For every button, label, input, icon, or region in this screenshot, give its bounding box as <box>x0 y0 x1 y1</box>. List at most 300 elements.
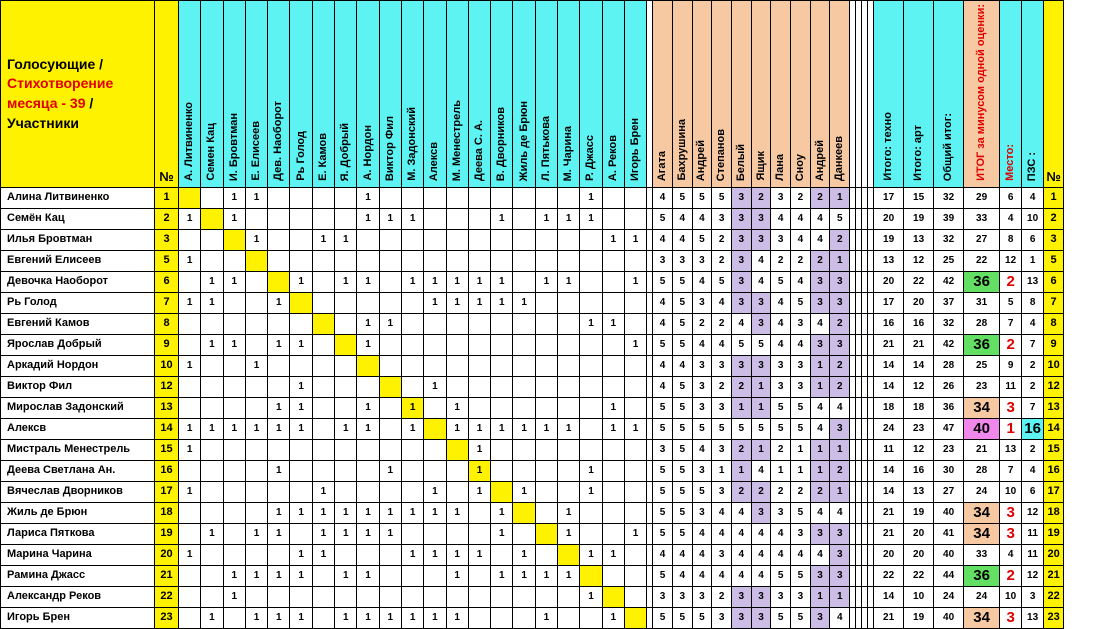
row-number: 14 <box>155 418 179 439</box>
place: 12 <box>1000 250 1022 271</box>
vote-cell <box>379 586 401 607</box>
vote-cell <box>491 376 513 397</box>
vote-cell <box>558 187 580 208</box>
vote-cell <box>535 502 557 523</box>
vote-cell: 1 <box>357 607 379 628</box>
art-total: 18 <box>904 397 934 418</box>
art-total: 20 <box>904 292 934 313</box>
judge-score: 2 <box>810 250 830 271</box>
judge-score: 2 <box>771 481 791 502</box>
vote-cell: 1 <box>268 397 290 418</box>
voter-header <box>379 1 401 188</box>
pzs-score: 10 <box>1022 208 1044 229</box>
vote-cell <box>379 334 401 355</box>
voter-header-label: Е. Елисеев <box>250 121 263 181</box>
vote-cell <box>446 523 468 544</box>
vote-cell: 1 <box>446 292 468 313</box>
judge-score: 3 <box>810 607 830 628</box>
judge-score: 2 <box>731 481 751 502</box>
vote-cell <box>401 439 423 460</box>
row-number-right: 17 <box>1044 481 1064 502</box>
techno-total: 17 <box>874 292 904 313</box>
vote-cell <box>201 439 223 460</box>
techno-total: 14 <box>874 460 904 481</box>
judge-score: 5 <box>672 439 692 460</box>
num-header-right: № <box>1044 1 1064 188</box>
judge-score: 3 <box>712 481 732 502</box>
judge-score: 3 <box>731 607 751 628</box>
vote-cell: 1 <box>223 187 245 208</box>
judge-score: 1 <box>731 397 751 418</box>
judge-score: 5 <box>672 502 692 523</box>
vote-cell <box>446 376 468 397</box>
grand-total: 47 <box>934 418 964 439</box>
voter-header <box>401 1 423 188</box>
judge-score: 2 <box>692 313 712 334</box>
row-number: 16 <box>155 460 179 481</box>
judge-score: 3 <box>692 250 712 271</box>
judge-score: 4 <box>712 334 732 355</box>
techno-total: 20 <box>874 271 904 292</box>
judge-score: 4 <box>712 523 732 544</box>
final-score: 27 <box>964 229 1000 250</box>
vote-cell <box>446 355 468 376</box>
voter-header-label: Виктор Фил <box>383 115 396 181</box>
judge-score: 4 <box>731 502 751 523</box>
vote-cell <box>245 481 267 502</box>
vote-cell <box>179 607 201 628</box>
judge-header <box>830 1 850 188</box>
judge-score: 5 <box>672 271 692 292</box>
judge-score: 5 <box>672 481 692 502</box>
voter-header-label: Рь Голод <box>294 131 307 181</box>
vote-cell <box>602 187 624 208</box>
judge-score: 3 <box>751 355 771 376</box>
vote-cell <box>379 355 401 376</box>
art-total: 22 <box>904 271 934 292</box>
vote-cell: 1 <box>290 376 312 397</box>
vote-cell <box>312 187 334 208</box>
vote-cell: 1 <box>491 565 513 586</box>
vote-cell <box>624 607 646 628</box>
vote-cell <box>513 187 535 208</box>
judge-score: 5 <box>672 334 692 355</box>
judge-score: 5 <box>653 481 673 502</box>
vote-cell <box>535 439 557 460</box>
summary-header-label: Итого: арт <box>912 125 925 181</box>
voter-header-label: Деева С. А. <box>473 119 485 181</box>
pzs-score: 6 <box>1022 481 1044 502</box>
voter-header-label: А. Реков <box>606 134 619 181</box>
pzs-score: 6 <box>1022 229 1044 250</box>
vote-cell: 1 <box>245 355 267 376</box>
judge-score: 5 <box>712 187 732 208</box>
vote-cell: 1 <box>357 208 379 229</box>
vote-cell <box>401 523 423 544</box>
voter-header <box>624 1 646 188</box>
vote-cell <box>357 544 379 565</box>
judge-header <box>672 1 692 188</box>
vote-cell: 1 <box>201 523 223 544</box>
vote-cell <box>290 439 312 460</box>
row-number-right: 7 <box>1044 292 1064 313</box>
vote-cell: 1 <box>312 523 334 544</box>
vote-cell <box>335 439 357 460</box>
judge-score: 3 <box>751 586 771 607</box>
vote-cell <box>223 607 245 628</box>
art-total: 13 <box>904 481 934 502</box>
vote-cell: 1 <box>468 439 490 460</box>
judge-score: 3 <box>771 187 791 208</box>
vote-cell: 1 <box>602 313 624 334</box>
vote-cell <box>201 250 223 271</box>
judge-score: 4 <box>771 313 791 334</box>
vote-cell <box>580 250 602 271</box>
vote-cell <box>558 544 580 565</box>
vote-cell: 1 <box>223 208 245 229</box>
vote-cell <box>602 565 624 586</box>
vote-cell: 1 <box>312 544 334 565</box>
vote-cell: 1 <box>290 544 312 565</box>
vote-cell: 1 <box>335 523 357 544</box>
vote-cell <box>401 334 423 355</box>
vote-cell <box>513 586 535 607</box>
vote-cell <box>446 208 468 229</box>
summary-header-label: ПЗС : <box>1026 151 1039 181</box>
judge-header-label: Степанов <box>715 128 728 181</box>
table-row <box>1 544 1064 565</box>
vote-cell <box>379 565 401 586</box>
summary-header <box>1022 1 1044 188</box>
pzs-score: 16 <box>1022 418 1044 439</box>
vote-cell <box>290 208 312 229</box>
judge-header-label: Лана <box>774 154 787 181</box>
final-score: 21 <box>964 439 1000 460</box>
judge-score: 1 <box>751 397 771 418</box>
techno-total: 14 <box>874 586 904 607</box>
vote-cell <box>201 229 223 250</box>
voter-header-label: Е. Камов <box>316 133 329 181</box>
vote-cell <box>201 187 223 208</box>
vote-cell <box>491 544 513 565</box>
pzs-score: 13 <box>1022 271 1044 292</box>
final-score: 24 <box>964 586 1000 607</box>
voter-header-label: Дев. Наоборот <box>272 101 285 181</box>
vote-cell <box>268 544 290 565</box>
vote-cell <box>201 355 223 376</box>
row-number: 5 <box>155 250 179 271</box>
participant-name: Илья Бровтман <box>1 229 155 250</box>
vote-cell <box>624 313 646 334</box>
vote-cell: 1 <box>335 418 357 439</box>
judge-score: 4 <box>731 313 751 334</box>
judge-score: 1 <box>810 460 830 481</box>
row-number: 9 <box>155 334 179 355</box>
vote-cell: 1 <box>535 271 557 292</box>
voter-header-label: И. Бровтман <box>227 112 240 181</box>
vote-cell: 1 <box>335 502 357 523</box>
vote-cell <box>535 313 557 334</box>
judge-score: 5 <box>672 460 692 481</box>
summary-header <box>934 1 964 188</box>
voter-header-label: Алексв <box>428 141 441 181</box>
judge-score: 2 <box>830 376 850 397</box>
vote-cell: 1 <box>245 565 267 586</box>
vote-cell: 1 <box>446 397 468 418</box>
row-number: 18 <box>155 502 179 523</box>
judge-header <box>791 1 811 188</box>
vote-cell <box>535 334 557 355</box>
judge-score: 4 <box>672 229 692 250</box>
final-score: 36 <box>964 271 1000 292</box>
vote-cell <box>312 397 334 418</box>
art-total: 20 <box>904 544 934 565</box>
vote-cell <box>558 481 580 502</box>
vote-cell <box>223 355 245 376</box>
vote-cell <box>223 439 245 460</box>
vote-cell <box>245 376 267 397</box>
vote-cell <box>468 187 490 208</box>
vote-cell <box>379 187 401 208</box>
judge-score: 3 <box>810 292 830 313</box>
vote-cell <box>624 481 646 502</box>
judge-score: 1 <box>810 586 830 607</box>
vote-cell: 1 <box>513 418 535 439</box>
vote-cell: 1 <box>201 334 223 355</box>
vote-cell: 1 <box>312 229 334 250</box>
judge-score: 4 <box>830 502 850 523</box>
judge-header-label: Сноу <box>793 153 806 181</box>
vote-cell <box>424 355 446 376</box>
vote-cell <box>624 544 646 565</box>
judge-score: 4 <box>712 565 732 586</box>
judge-score: 3 <box>791 523 811 544</box>
vote-cell: 1 <box>468 481 490 502</box>
row-number: 2 <box>155 208 179 229</box>
art-total: 19 <box>904 502 934 523</box>
vote-cell <box>179 460 201 481</box>
vote-cell <box>223 544 245 565</box>
vote-cell <box>245 313 267 334</box>
row-number: 13 <box>155 397 179 418</box>
judge-score: 5 <box>692 187 712 208</box>
art-total: 10 <box>904 586 934 607</box>
vote-cell: 1 <box>312 502 334 523</box>
vote-cell: 1 <box>379 208 401 229</box>
judge-score: 5 <box>791 607 811 628</box>
vote-cell <box>201 502 223 523</box>
vote-cell: 1 <box>179 481 201 502</box>
vote-cell: 1 <box>357 397 379 418</box>
vote-cell <box>401 355 423 376</box>
vote-cell <box>179 187 201 208</box>
judge-score: 3 <box>692 586 712 607</box>
judge-score: 4 <box>791 544 811 565</box>
vote-cell <box>491 481 513 502</box>
vote-cell <box>513 334 535 355</box>
vote-cell <box>535 586 557 607</box>
grand-total: 32 <box>934 229 964 250</box>
vote-cell: 1 <box>424 271 446 292</box>
grand-total: 40 <box>934 502 964 523</box>
judge-score: 5 <box>692 607 712 628</box>
judge-score: 4 <box>731 523 751 544</box>
vote-cell <box>468 355 490 376</box>
row-number-right: 23 <box>1044 607 1064 628</box>
vote-cell: 1 <box>580 460 602 481</box>
vote-cell: 1 <box>558 418 580 439</box>
judge-score: 2 <box>731 376 751 397</box>
judge-score: 3 <box>692 397 712 418</box>
row-number-right: 10 <box>1044 355 1064 376</box>
judge-score: 5 <box>653 523 673 544</box>
summary-header-label: Общий итог: <box>942 112 955 181</box>
vote-cell <box>335 313 357 334</box>
voter-header <box>513 1 535 188</box>
judge-score: 4 <box>810 418 830 439</box>
final-score: 36 <box>964 565 1000 586</box>
vote-cell <box>558 376 580 397</box>
vote-cell: 1 <box>558 523 580 544</box>
vote-cell <box>290 229 312 250</box>
vote-cell: 1 <box>424 292 446 313</box>
judge-score: 3 <box>771 502 791 523</box>
grand-total: 28 <box>934 355 964 376</box>
judge-score: 3 <box>771 376 791 397</box>
vote-cell: 1 <box>268 460 290 481</box>
vote-cell <box>268 481 290 502</box>
judge-score: 3 <box>653 439 673 460</box>
vote-cell <box>468 502 490 523</box>
judge-header <box>771 1 791 188</box>
pzs-score: 4 <box>1022 460 1044 481</box>
vote-cell <box>401 565 423 586</box>
vote-cell: 1 <box>446 607 468 628</box>
judge-score: 4 <box>692 271 712 292</box>
vote-cell <box>468 229 490 250</box>
vote-cell <box>424 250 446 271</box>
judge-score: 4 <box>830 397 850 418</box>
vote-cell <box>468 208 490 229</box>
table-row <box>1 523 1064 544</box>
judge-score: 3 <box>810 271 830 292</box>
vote-cell: 1 <box>290 334 312 355</box>
vote-cell <box>379 292 401 313</box>
table-row <box>1 397 1064 418</box>
vote-cell <box>401 229 423 250</box>
judge-score: 5 <box>771 271 791 292</box>
vote-cell <box>245 544 267 565</box>
vote-cell: 1 <box>401 397 423 418</box>
art-total: 16 <box>904 313 934 334</box>
judge-score: 1 <box>810 355 830 376</box>
judge-score: 3 <box>751 607 771 628</box>
place: 5 <box>1000 292 1022 313</box>
vote-cell <box>580 607 602 628</box>
vote-cell: 1 <box>357 523 379 544</box>
vote-cell <box>602 481 624 502</box>
judge-score: 5 <box>692 418 712 439</box>
voter-header <box>335 1 357 188</box>
judge-score: 2 <box>712 229 732 250</box>
vote-cell <box>312 439 334 460</box>
vote-cell <box>424 523 446 544</box>
vote-cell <box>446 460 468 481</box>
vote-cell: 1 <box>535 565 557 586</box>
participant-name: Жиль де Брюн <box>1 502 155 523</box>
judge-score: 3 <box>830 523 850 544</box>
vote-cell <box>580 397 602 418</box>
vote-cell <box>312 418 334 439</box>
vote-cell <box>602 271 624 292</box>
place: 3 <box>1000 523 1022 544</box>
techno-total: 18 <box>874 397 904 418</box>
vote-cell: 1 <box>446 544 468 565</box>
vote-cell <box>535 355 557 376</box>
judge-score: 3 <box>791 376 811 397</box>
vote-cell: 1 <box>491 523 513 544</box>
vote-cell <box>468 334 490 355</box>
vote-cell <box>558 439 580 460</box>
techno-total: 21 <box>874 334 904 355</box>
final-score: 40 <box>964 418 1000 439</box>
vote-cell <box>290 292 312 313</box>
vote-cell <box>223 397 245 418</box>
sheet-title <box>1 1 155 188</box>
judge-score: 3 <box>830 565 850 586</box>
vote-cell <box>491 439 513 460</box>
vote-cell <box>513 208 535 229</box>
pzs-score: 3 <box>1022 586 1044 607</box>
vote-cell <box>335 250 357 271</box>
vote-cell <box>312 313 334 334</box>
vote-cell <box>446 250 468 271</box>
judge-score: 4 <box>771 523 791 544</box>
place: 4 <box>1000 544 1022 565</box>
vote-cell: 1 <box>201 292 223 313</box>
vote-cell <box>602 460 624 481</box>
vote-cell: 1 <box>468 271 490 292</box>
row-number-right: 15 <box>1044 439 1064 460</box>
judge-score: 3 <box>712 355 732 376</box>
judge-header-label: Белый <box>734 143 747 181</box>
row-number-right: 6 <box>1044 271 1064 292</box>
vote-cell <box>580 355 602 376</box>
judge-header-label: Агата <box>656 150 669 181</box>
art-total: 12 <box>904 376 934 397</box>
pzs-score: 8 <box>1022 292 1044 313</box>
judge-score: 4 <box>810 208 830 229</box>
place: 10 <box>1000 586 1022 607</box>
vote-cell <box>268 586 290 607</box>
vote-cell <box>379 418 401 439</box>
row-number: 6 <box>155 271 179 292</box>
vote-cell: 1 <box>268 292 290 313</box>
judge-score: 4 <box>653 313 673 334</box>
judge-score: 4 <box>672 355 692 376</box>
judge-header-label: Андрей <box>695 139 708 181</box>
vote-cell <box>446 334 468 355</box>
vote-cell <box>223 481 245 502</box>
judge-score: 5 <box>672 313 692 334</box>
row-number: 7 <box>155 292 179 313</box>
vote-cell: 1 <box>513 565 535 586</box>
vote-cell <box>513 460 535 481</box>
vote-cell <box>401 292 423 313</box>
place: 7 <box>1000 460 1022 481</box>
row-number: 19 <box>155 523 179 544</box>
vote-cell: 1 <box>379 313 401 334</box>
